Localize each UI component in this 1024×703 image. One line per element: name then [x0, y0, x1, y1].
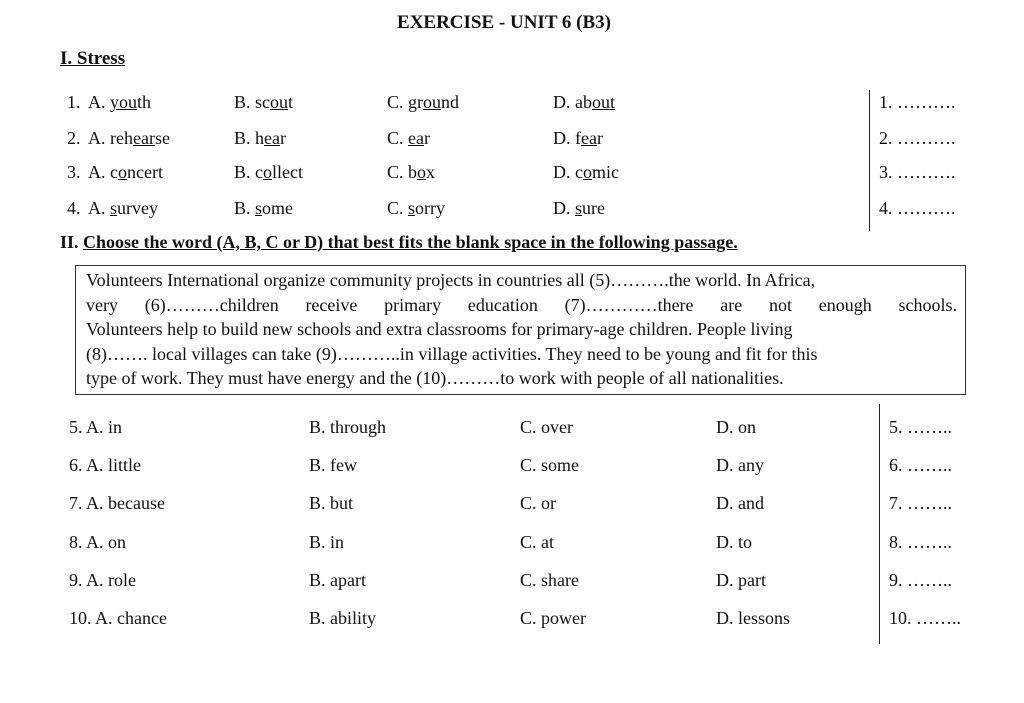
passage-line-4: (8)……. local villages can take (9)………..in village activities. They need to be young and fit for this	[86, 343, 818, 364]
stress-question-row	[0, 92, 1024, 118]
option-d-u: s	[575, 198, 583, 218]
option-a-u: s	[110, 198, 118, 218]
question-number: 3.	[67, 162, 81, 182]
option-c-pre: C. b	[387, 162, 418, 182]
option-d	[553, 162, 619, 183]
option-d: D. to	[716, 532, 752, 552]
answer-blank: 2. ……….	[879, 128, 956, 148]
option-a: 8. A. on	[69, 532, 127, 552]
option-b: B. but	[309, 493, 354, 513]
option-d: D. on	[716, 417, 756, 437]
option-b	[234, 92, 293, 113]
option-a	[88, 92, 151, 113]
option-c-post: r	[424, 128, 430, 148]
option-c	[387, 162, 435, 183]
passage-question-row	[0, 493, 1024, 519]
passage-line-1: Volunteers International organize community projects in countries all (5)……….the world. In Africa,	[86, 270, 816, 290]
option-d: D. lessons	[716, 608, 791, 628]
question-number: 1.	[67, 92, 81, 112]
option-c: C. or	[520, 493, 556, 513]
section1-heading: I. Stress	[60, 48, 126, 69]
passage-question-row	[0, 570, 1024, 596]
option-b: B. ability	[309, 608, 376, 628]
passage-question-row	[0, 532, 1024, 558]
stress-question-row	[0, 128, 1024, 154]
section2-prefix: II.	[60, 232, 84, 252]
option-d-pre: D. ab	[553, 92, 592, 112]
option-a-post: urvey	[117, 198, 158, 218]
option-c: C. some	[520, 455, 580, 475]
option-c	[387, 128, 430, 149]
stress-question-row	[0, 162, 1024, 188]
option-a: 5. A. in	[69, 417, 123, 437]
option-b: B. apart	[309, 570, 366, 590]
option-d-post: ure	[582, 198, 605, 218]
option-b-u: s	[255, 198, 263, 218]
option-b-pre: B. h	[234, 128, 265, 148]
option-a-post: th	[137, 92, 152, 112]
section2-heading-text: Choose the word (A, B, C or D) that best fits the blank space in the following passage.	[83, 232, 738, 252]
answer-blank: 1. ……….	[879, 92, 956, 112]
option-b-post: llect	[272, 162, 303, 182]
option-c-pre: C.	[387, 128, 409, 148]
option-a-post: se	[154, 128, 170, 148]
option-b-u: o	[263, 162, 272, 182]
option-d-u: out	[592, 92, 616, 112]
option-a	[88, 128, 170, 149]
passage-line-2: very (6)………children receive primary education (7)…………there are not enough schools.	[86, 294, 957, 315]
option-c-u: s	[408, 198, 416, 218]
option-a-post: ncert	[127, 162, 163, 182]
reading-passage	[75, 265, 966, 395]
option-b-pre: B. sc	[234, 92, 270, 112]
option-c-u: ou	[423, 92, 441, 112]
option-b	[234, 198, 293, 219]
option-b-u: ou	[270, 92, 288, 112]
option-b	[234, 128, 286, 149]
option-d: D. and	[716, 493, 764, 513]
option-c-post: x	[426, 162, 436, 182]
option-d: D. any	[716, 455, 764, 475]
option-d	[553, 198, 605, 219]
option-c-pre: C. gr	[387, 92, 423, 112]
answer-column-divider-2	[879, 404, 880, 644]
option-d-pre: D. f	[553, 128, 581, 148]
answer-column-divider-1	[869, 90, 870, 231]
passage-line-3: Volunteers help to build new schools and extra classrooms for primary-age children. People living	[86, 319, 793, 340]
option-d-u: o	[583, 162, 592, 182]
answer-blank: 10. ……..	[889, 608, 961, 628]
option-c	[387, 92, 459, 113]
section2-heading	[60, 232, 738, 253]
option-b-post: ome	[262, 198, 294, 218]
option-a-u: you	[110, 92, 137, 112]
option-a-u: o	[118, 162, 127, 182]
option-a: 7. A. because	[69, 493, 165, 513]
option-c-post: nd	[441, 92, 459, 112]
answer-blank: 7. ……..	[889, 493, 952, 513]
stress-question-row	[0, 198, 1024, 224]
option-b-u: ea	[264, 128, 280, 148]
option-b-pre: B. c	[234, 162, 263, 182]
option-c: C. at	[520, 532, 554, 552]
option-b	[234, 162, 303, 183]
option-c-post: orry	[415, 198, 446, 218]
passage-question-row	[0, 417, 1024, 443]
option-d-post: mic	[592, 162, 619, 182]
answer-blank: 9. ……..	[889, 570, 952, 590]
answer-blank: 3. ……….	[879, 162, 956, 182]
option-b-post: t	[288, 92, 294, 112]
option-a-pre: A.	[88, 198, 110, 218]
option-a: 6. A. little	[69, 455, 141, 475]
option-d-u: ea	[581, 128, 597, 148]
option-c: C. power	[520, 608, 586, 628]
passage-line-5: type of work. They must have energy and the (10)………to work with people of all nationalities.	[86, 368, 784, 389]
answer-blank: 4. ……….	[879, 198, 956, 218]
option-b-post: r	[280, 128, 286, 148]
answer-blank: 8. ……..	[889, 532, 952, 552]
question-number: 2.	[67, 128, 81, 148]
answer-blank: 5. ……..	[889, 417, 952, 437]
option-c-pre: C.	[387, 198, 409, 218]
option-a: 10. A. chance	[69, 608, 167, 628]
option-a-pre: A.	[88, 92, 110, 112]
page-title: EXERCISE - UNIT 6 (B3)	[397, 12, 611, 33]
answer-blank: 6. ……..	[889, 455, 952, 475]
option-d	[553, 92, 615, 113]
option-d: D. part	[716, 570, 766, 590]
option-a	[88, 162, 163, 183]
option-a-pre: A. c	[88, 162, 118, 182]
option-b-pre: B.	[234, 198, 256, 218]
option-a: 9. A. role	[69, 570, 136, 590]
option-a-pre: A. reh	[88, 128, 133, 148]
option-a-u: ear	[132, 128, 155, 148]
option-c-u: ea	[408, 128, 424, 148]
passage-question-row	[0, 608, 1024, 634]
option-b: B. few	[309, 455, 357, 475]
option-b: B. through	[309, 417, 387, 437]
option-c: C. over	[520, 417, 573, 437]
option-c: C. share	[520, 570, 579, 590]
option-d-pre: D.	[553, 198, 575, 218]
option-d	[553, 128, 603, 149]
option-a	[88, 198, 158, 219]
option-d-post: r	[596, 128, 603, 148]
option-d-pre: D. c	[553, 162, 583, 182]
option-c	[387, 198, 445, 219]
question-number: 4.	[67, 198, 81, 218]
passage-question-row	[0, 455, 1024, 481]
option-c-u: o	[417, 162, 427, 182]
option-b: B. in	[309, 532, 345, 552]
